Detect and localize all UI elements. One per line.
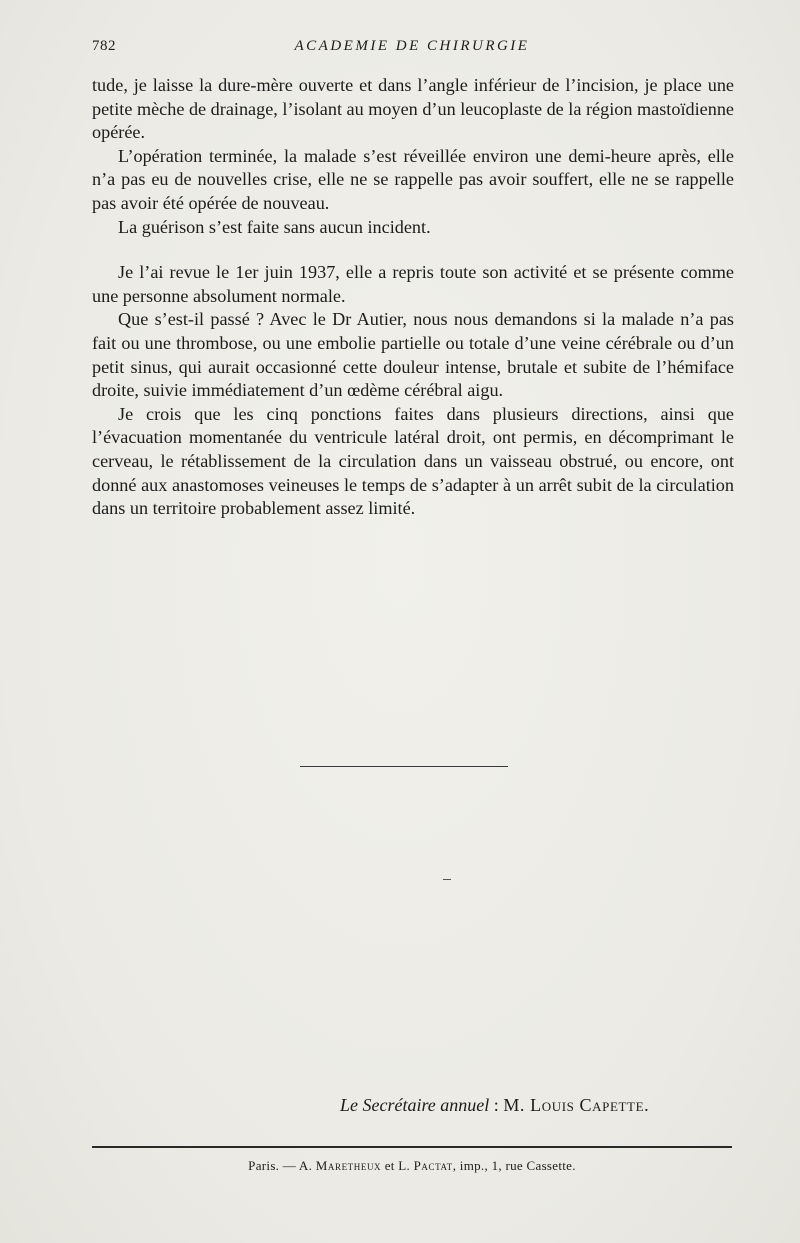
body-text bbox=[92, 74, 734, 521]
page-header bbox=[92, 38, 732, 62]
paragraph-2: L’opération terminée, la malade s’est réveillée environ une demi-heure après, elle n’a pas eu de nouvelles crise, elle ne se rappelle pas avoir souffert, elle ne se rappelle pas avoir été opérée de nouveau. bbox=[92, 145, 734, 213]
imprint-city: Paris. — A. bbox=[248, 1158, 316, 1173]
imprint-rest: , imp., 1, rue Cassette. bbox=[452, 1158, 576, 1173]
imprint-conj: et L. bbox=[381, 1158, 414, 1173]
signature-separator: : bbox=[489, 1095, 504, 1115]
signature-label: Le Secrétaire annuel bbox=[340, 1095, 490, 1115]
paragraph-3: La guérison s’est faite sans aucun incident. bbox=[118, 216, 431, 237]
running-title: ACADEMIE DE CHIRURGIE bbox=[294, 38, 530, 54]
imprint-printer-2: Pactat bbox=[413, 1158, 453, 1173]
printer-imprint bbox=[92, 1158, 732, 1174]
imprint-printer-1: Maretheux bbox=[315, 1158, 382, 1173]
page-number: 782 bbox=[92, 38, 116, 54]
footer-rule bbox=[92, 1146, 732, 1148]
paragraph-6: Je crois que les cinq ponctions faites dans plusieurs directions, ainsi que l’évacuation momentanée du ventricule latéral droit, ont permis, en décomprimant le cerveau, le rétablissement de la circulation dans un vaisseau obstrué, ou encore, ont donné aux anastomoses veineuses le temps de s’adapter à un arrêt subit de la circulation dans un territoire probablement assez limité. bbox=[92, 403, 734, 519]
signature-name: M. Louis Capette. bbox=[503, 1095, 650, 1115]
dash-mark bbox=[443, 879, 451, 880]
paragraph-5: Que s’est-il passé ? Avec le Dr Autier, nous nous demandons si la malade n’a pas fait ou une thrombose, ou une embolie partielle ou totale d’une veine cérébrale ou d’un petit sinus, qui aurait occasionné cette douleur intense, brutale et subite de l’hémiface droite, suivie immédiatement d’un œdème cérébral aigu. bbox=[92, 309, 734, 401]
section-divider bbox=[300, 766, 508, 767]
signature bbox=[340, 1095, 649, 1116]
paragraph-1: tude, je laisse la dure-mère ouverte et dans l’angle inférieur de l’incision, je place une petite mèche de drainage, l’isolant au moyen d’un leucoplaste de la région mastoïdienne opérée. bbox=[92, 75, 734, 143]
paragraph-4: Je l’ai revue le 1er juin 1937, elle a repris toute son activité et se présente comme une personne absolument normale. bbox=[92, 262, 734, 306]
